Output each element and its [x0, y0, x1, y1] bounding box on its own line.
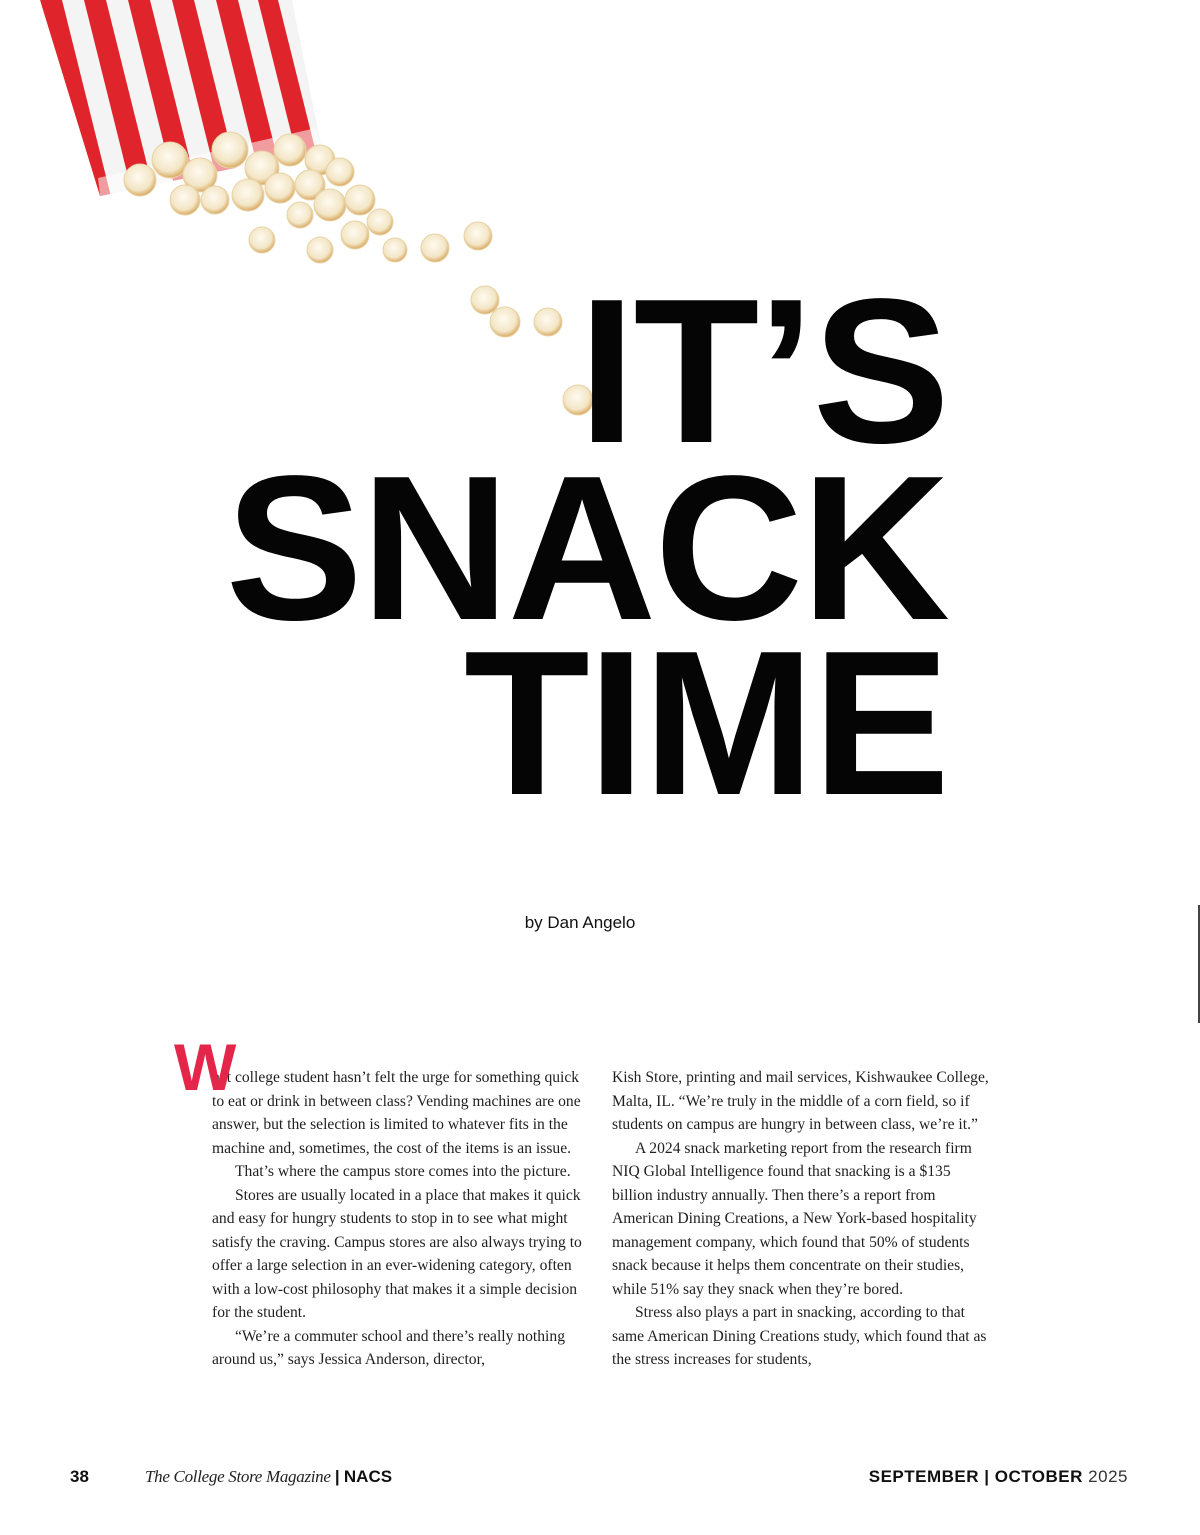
footer-separator: | [334, 1467, 340, 1486]
popcorn-kernels [124, 132, 593, 415]
page-number: 38 [70, 1467, 89, 1486]
issue-months: SEPTEMBER | OCTOBER [868, 1467, 1083, 1486]
popcorn-bucket-image [0, 0, 640, 460]
byline: by Dan Angelo [524, 913, 636, 932]
drop-cap: W [174, 1030, 237, 1104]
paragraph: That’s where the campus store comes into the picture. [235, 1163, 571, 1180]
paragraph: hat college student hasn’t felt the urge for something quick to eat or drink in between class? Vending machines are one answer, but the selection is limited to whatever fits in the machine and, sometimes, the cost of the items is an issue. [212, 1069, 581, 1157]
footer-issue-date [869, 1465, 1128, 1489]
headline-line-1: IT’S [578, 256, 948, 486]
paragraph: “We’re a commuter school and there’s really nothing around us,” says Jessica Anderson, director, [212, 1327, 565, 1368]
paragraph: Kish Store, printing and mail services, Kishwaukee College, Malta, IL. “We’re truly in the middle of a corn field, so if students on campus are hungry in between class, we’re it.” [612, 1069, 989, 1133]
headline-line-3: TIME [463, 608, 948, 838]
article-column-2 [612, 1066, 992, 1372]
paragraph: Stress also plays a part in snacking, according to that same American Dining Creations study, which found that as the stress increases for students, [612, 1304, 987, 1368]
magazine-name: The College Store Magazine [145, 1467, 331, 1486]
headline-line-2: SNACK [225, 433, 948, 663]
paragraph: Stores are usually located in a place that makes it quick and easy for hungry students to stop in to see what might satisfy the craving. Campus stores are also always trying to offer a large selection in an ever-widening category, often with a low-cost philosophy that makes it a simple decision for the student. [212, 1186, 582, 1321]
footer-org: NACS [343, 1467, 393, 1486]
footer-publication [145, 1465, 392, 1489]
paragraph: A 2024 snack marketing report from the research firm NIQ Global Intelligence found that snacking is a $135 billion industry annually. Then there’s a report from American Dining Creations, a New York-based hospitality management company, which found that 50% of students snack because it helps them concentrate on their studies, while 51% say they snack when they’re bored. [612, 1139, 977, 1298]
article-column-1 [174, 1030, 592, 1372]
issue-year: 2025 [1088, 1467, 1128, 1486]
